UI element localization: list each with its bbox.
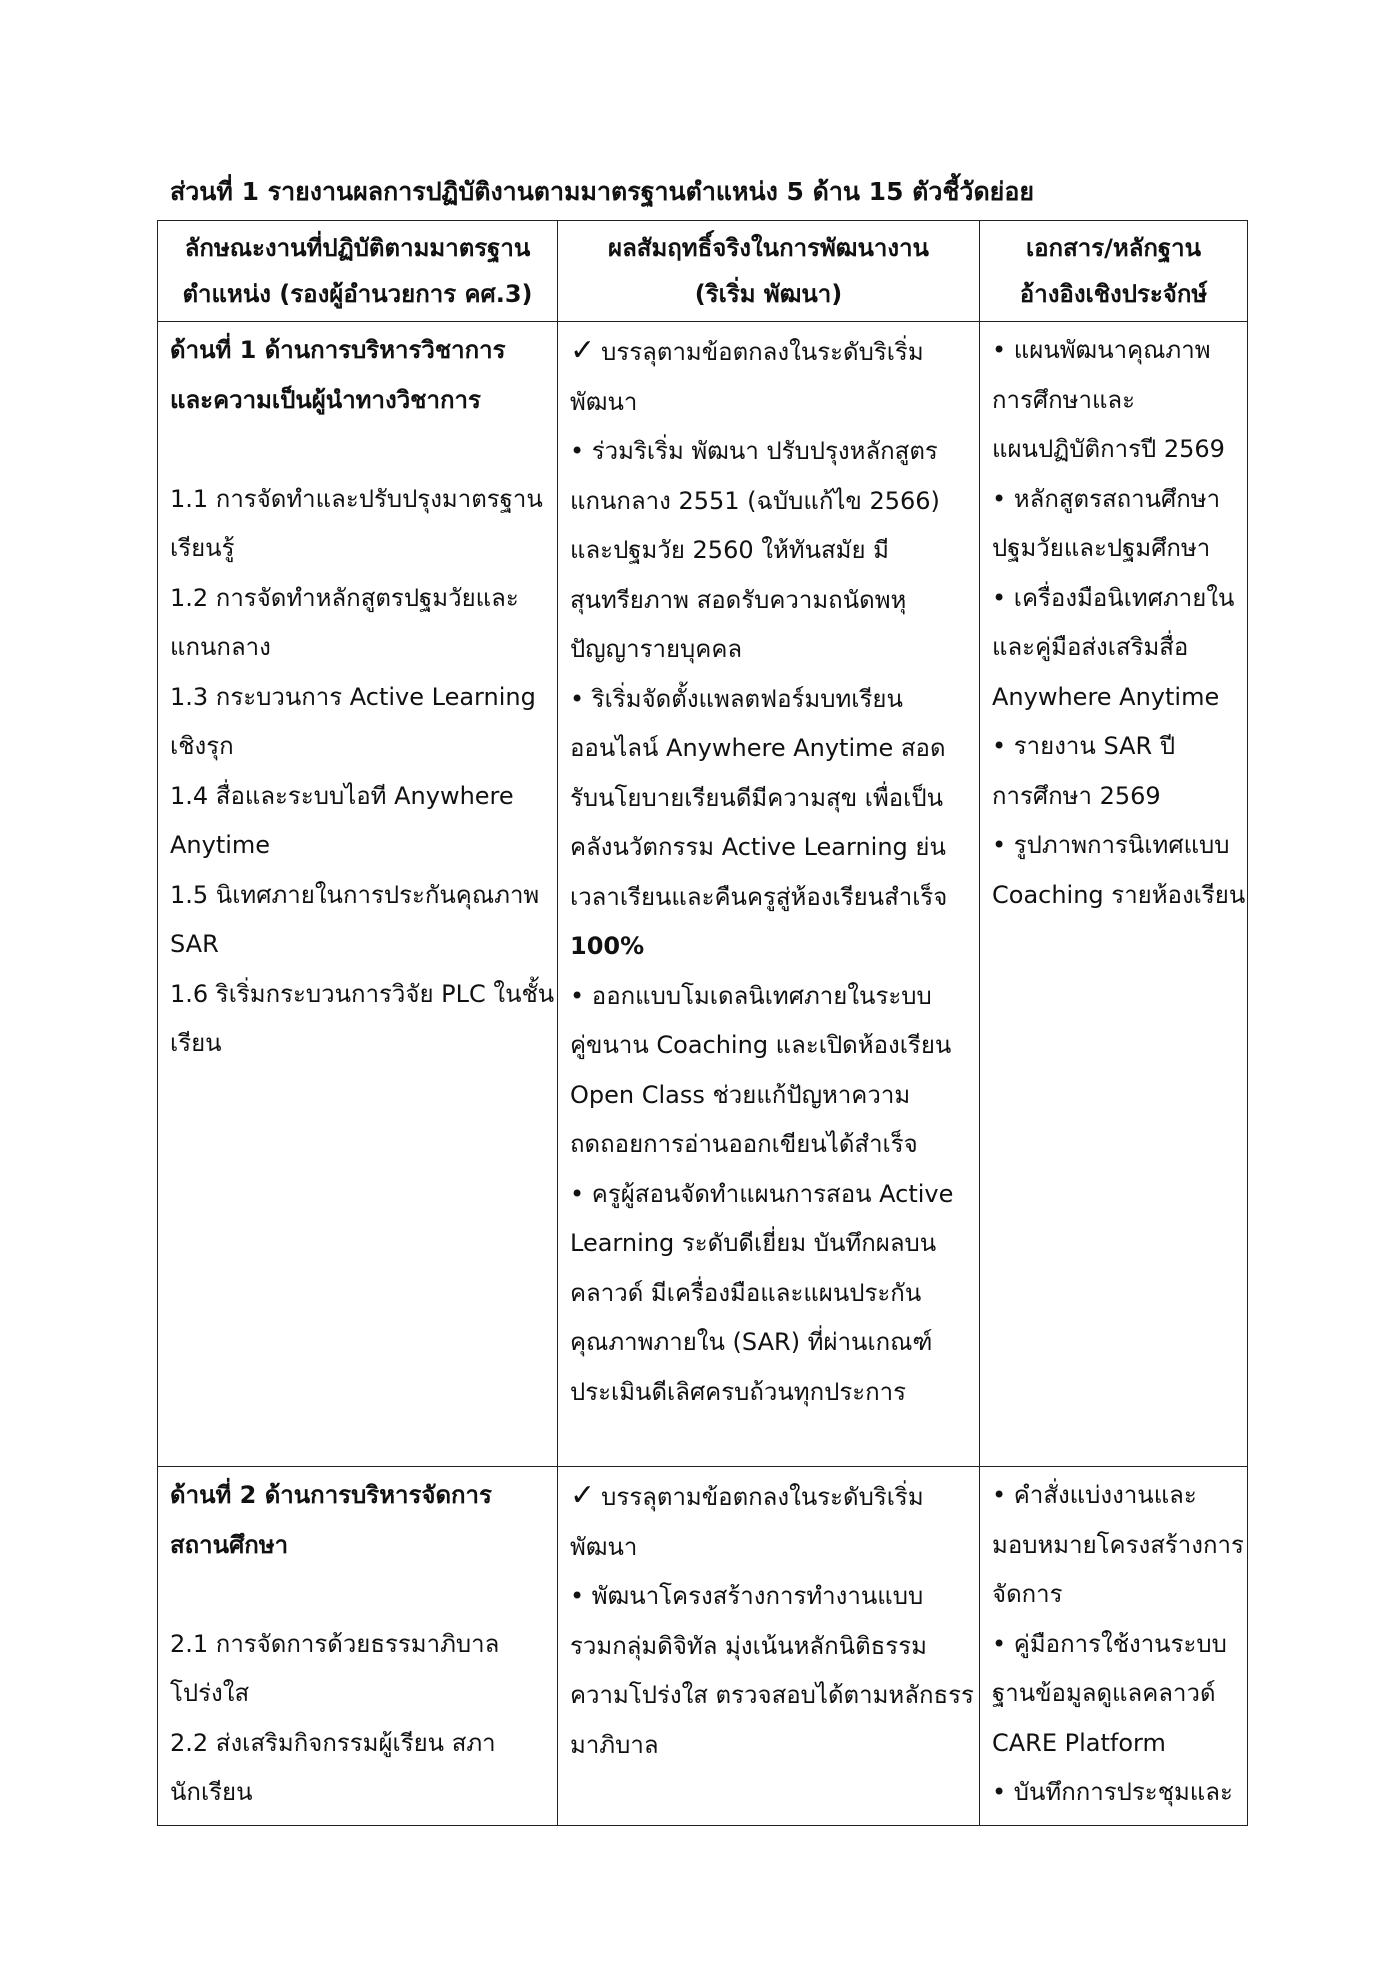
- header-achievement: ผลสัมฤทธิ์จริงในการพัฒนางาน (ริเริ่ม พัฒนา): [558, 221, 980, 322]
- check-icon: ✓: [570, 1478, 596, 1513]
- achievement-cell: ✓ บรรลุตามข้อตกลงในระดับริเริ่ม พัฒนา • พัฒนาโครงสร้างการทำงานแบบ รวมกลุ่มดิจิทัล มุ่งเน้นหลักนิติธรรม ความโปร่งใส ตรวจสอบได้ตามหลักธรร มาภิบาล: [558, 1467, 980, 1826]
- domain-title: สถานศึกษา: [170, 1530, 289, 1559]
- section-heading: ส่วนที่ 1 รายงานผลการปฏิบัติงานตามมาตรฐานตำแหน่ง 5 ด้าน 15 ตัวชี้วัดย่อย: [170, 177, 1034, 206]
- domain-cell: ด้านที่ 1 ด้านการบริหารวิชาการ และความเป็นผู้นำทางวิชาการ 1.1 การจัดทำและปรับปรุงมาตรฐาน เรียนรู้ 1.2 การจัดทำหลักสูตรปฐมวัยและ แกนกลาง 1.3 กระบวนการ Active Learning เชิงรุก 1.4 สื่อและระบบไอที Anywhere Anytime 1.5 นิเทศภายในการประกันคุณภาพ SAR 1.6 ริเริ่มกระบวนการวิจัย PLC ในชั้น เรียน: [158, 322, 558, 1467]
- domain-title: ด้านที่ 2 ด้านการบริหารจัดการ: [170, 1481, 492, 1509]
- performance-report-table: [157, 220, 1248, 1826]
- domain-title: และความเป็นผู้นำทางวิชาการ: [170, 385, 481, 414]
- table-row: [158, 1467, 1248, 1826]
- header-evidence: เอกสาร/หลักฐาน อ้างอิงเชิงประจักษ์: [980, 221, 1248, 322]
- achievement-cell: ✓ บรรลุตามข้อตกลงในระดับริเริ่ม พัฒนา • ร่วมริเริ่ม พัฒนา ปรับปรุงหลักสูตร แกนกลาง 2551 (ฉบับแก้ไข 2566) และปฐมวัย 2560 ให้ทันสมัย มี สุนทรียภาพ สอดรับความถนัดพหุ ปัญญารายบุคคล • ริเริ่มจัดตั้งแพลตฟอร์มบทเรียน ออนไลน์ Anywhere Anytime สอด รับนโยบายเรียนดีมีความสุข เพื่อเป็น คลังนวัตกรรม Active Learning ย่น เวลาเรียนและคืนครูสู่ห้องเรียนสำเร็จ 100% • ออกแบบโมเดลนิเทศภายในระบบ คู่ขนาน Coaching และเปิดห้องเรียน Open Class ช่วยแก้ปัญหาความ ถดถอยการอ่านออกเขียนได้สำเร็จ • ครูผู้สอนจัดทำแผนการสอน Active Learning ระดับดีเยี่ยม บันทึกผลบน คลาวด์ มีเครื่องมือและแผนประกัน คุณภาพภายใน (SAR) ที่ผ่านเกณฑ์ ประเมินดีเลิศครบถ้วนทุกประการ: [558, 322, 980, 1467]
- evidence-cell: • แผนพัฒนาคุณภาพ การศึกษาและ แผนปฏิบัติการปี 2569 • หลักสูตรสถานศึกษา ปฐมวัยและปฐมศึกษา • เครื่องมือนิเทศภายใน และคู่มือส่งเสริมสื่อ Anywhere Anytime • รายงาน SAR ปี การศึกษา 2569 • รูปภาพการนิเทศแบบ Coaching รายห้องเรียน: [980, 322, 1248, 1467]
- table-header-row: [158, 221, 1248, 322]
- domain-title: ด้านที่ 1 ด้านการบริหารวิชาการ: [170, 336, 506, 364]
- check-icon: ✓: [570, 333, 596, 368]
- table-row: [158, 322, 1248, 1467]
- domain-cell: ด้านที่ 2 ด้านการบริหารจัดการ สถานศึกษา 2.1 การจัดการด้วยธรรมาภิบาล โปร่งใส 2.2 ส่งเสริมกิจกรรมผู้เรียน สภา นักเรียน: [158, 1467, 558, 1826]
- header-work-characteristics: ลักษณะงานที่ปฏิบัติตามมาตรฐาน ตำแหน่ง (รองผู้อำนวยการ คศ.3): [158, 221, 558, 322]
- evidence-cell: • คำสั่งแบ่งงานและ มอบหมายโครงสร้างการ จัดการ • คู่มือการใช้งานระบบ ฐานข้อมูลดูแลคลาวด์ CARE Platform • บันทึกการประชุมและ: [980, 1467, 1248, 1826]
